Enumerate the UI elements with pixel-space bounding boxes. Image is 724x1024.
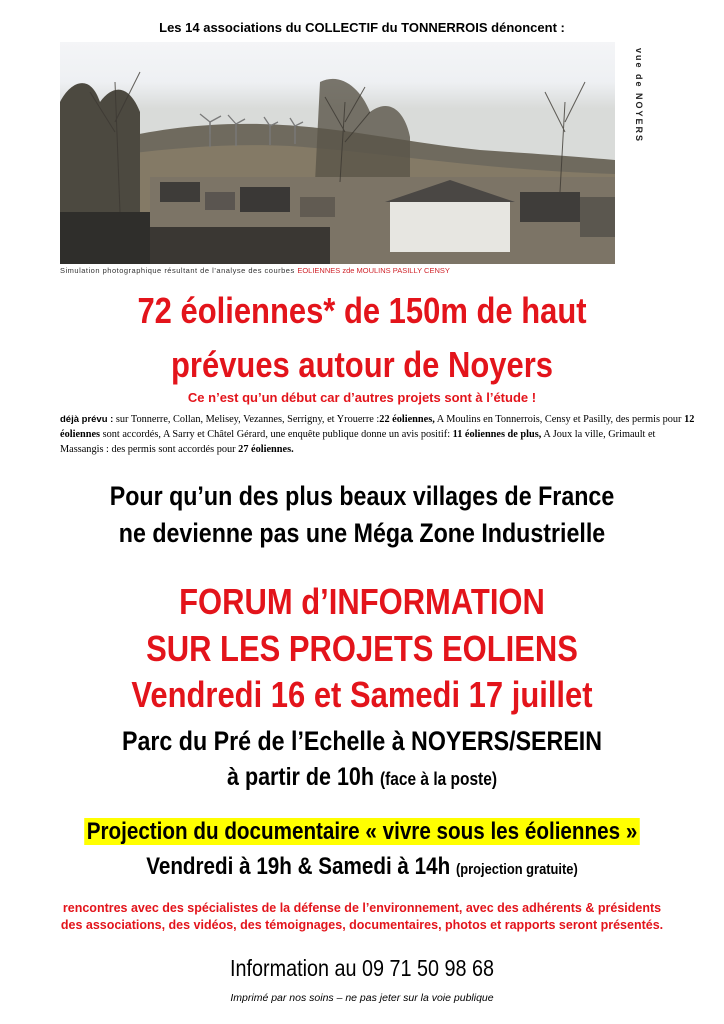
deja-prevu-paragraph <box>60 412 700 457</box>
projection-title <box>51 818 674 846</box>
meetings-description <box>0 900 724 934</box>
photo-side-label: vue de NOYERS <box>634 48 644 144</box>
headline-line-2: prévues autour de Noyers <box>171 344 553 385</box>
projection-title-text: Projection du documentaire « vivre sous les éoliennes » <box>84 818 640 845</box>
meetings-line-1: rencontres avec des spécialistes de la défense de l’environnement, avec des adhérents & présidents <box>62 901 662 915</box>
deja-prevu-label: déjà prévu : <box>60 414 114 425</box>
deja-bold-3: 11 éoliennes de plus, <box>452 429 542 440</box>
forum-title-2: SUR LES PROJETS EOLIENS <box>146 628 578 669</box>
deja-bold-4: 27 éoliennes. <box>238 444 294 455</box>
slogan-line-2: ne devienne pas une Méga Zone Industrielle <box>118 518 606 548</box>
start-time-note: (face à la poste) <box>379 769 497 789</box>
event-location: Parc du Pré de l’Echelle à NOYERS/SEREIN <box>121 726 603 756</box>
deja-text-2: A Moulins en Tonnerrois, Censy et Pasilly, des permis pour <box>434 414 685 425</box>
event-start-time <box>51 763 674 792</box>
deja-text-1: sur Tonnerre, Collan, Melisey, Vezannes, Serrigny, et Yrouerre : <box>113 414 380 425</box>
village-photo-simulation <box>60 42 615 264</box>
headline-line-1: 72 éoliennes* de 150m de haut <box>137 290 587 331</box>
forum-dates: Vendredi 16 et Samedi 17 juillet <box>131 674 593 715</box>
start-time-text: à partir de 10h <box>227 763 374 791</box>
meetings-line-2: des associations, des vidéos, des témoignages, documentaires, photos et rapports seront présentés. <box>60 918 664 932</box>
deja-bold-2: 12 éoliennes <box>60 414 695 440</box>
forum-title-1: FORUM d’INFORMATION <box>179 581 545 622</box>
headline-subtitle: Ce n’est qu’un début car d’autres projets sont à l’étude ! <box>187 390 537 405</box>
caption-red-text: EOLIENNES zde MOULINS PASILLY CENSY <box>297 266 450 275</box>
deja-text-3: sont accordés, A Sarry et Châtel Gérard, une enquête publique donne un avis positif: <box>100 429 453 440</box>
slogan-line-1: Pour qu’un des plus beaux villages de France <box>109 481 615 511</box>
projection-note: (projection gratuite) <box>455 861 578 878</box>
contact-info: Information au 09 71 50 98 68 <box>230 955 494 981</box>
photo-caption <box>60 266 450 275</box>
intro-heading: Les 14 associations du COLLECTIF du TONNERROIS dénoncent : <box>159 20 565 35</box>
deja-text-4: A Joux la ville, Grimault et Massangis : des permis sont accordés pour <box>60 429 656 455</box>
deja-bold-1: 22 éoliennes, <box>379 414 435 425</box>
caption-text: Simulation photographique résultant de l’analyse des courbes <box>60 266 295 275</box>
projection-times-text: Vendredi à 19h & Samedi à 14h <box>146 853 451 880</box>
projection-times <box>51 853 674 881</box>
printed-notice: Imprimé par nos soins – ne pas jeter sur la voie publique <box>230 992 494 1004</box>
